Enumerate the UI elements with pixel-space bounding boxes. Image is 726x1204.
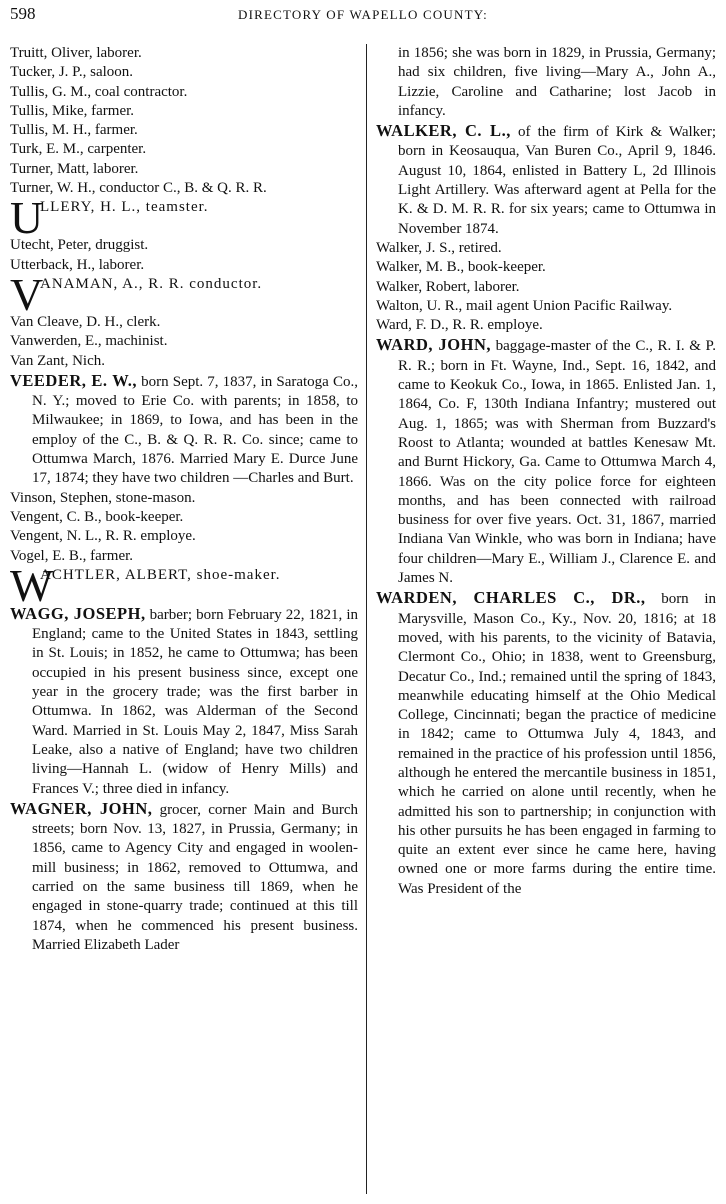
directory-entry: LLERY, H. L., teamster. (40, 199, 209, 216)
directory-entry: Turner, Matt, laborer. (10, 160, 139, 177)
directory-entry: ACHTLER, ALBERT, shoe-maker. (40, 566, 281, 583)
bio-text: baggage-master of the C., R. I. & P. R. R.; born in Ft. Wayne, Ind., Sept. 16, 1842, and came to Keokuk Co., Iowa, in 1865. Enlisted Jan. 1, 1864, Co. F, 130th Indiana Infantry; mustered out Aug. 1, 1865; was with Sherman from Buzzard's Roost to Atlanta; wounded at battles Kenesaw Mt. and Burnt Hickory, Ga. Came to Ottumwa March 4, 1866. Was on the city police force for eighteen months, and has been connected with railroad business for over five years. Oct. 31, 1867, married Indiana Van Winkle, who was born in Indiana; have four children—Mary E., William J., Clarence E. and James N. (398, 338, 716, 587)
right-column (376, 44, 716, 899)
directory-entry: Turner, W. H., conductor C., B. & Q. R. R. (10, 180, 267, 197)
letter-section-v (10, 268, 358, 320)
bio-name: WALKER, C. L., (376, 121, 511, 141)
directory-entry: Walker, Robert, laborer. (376, 278, 520, 295)
biography-walker (376, 121, 716, 239)
biography-warden (376, 588, 716, 899)
directory-entry: Tullis, G. M., coal contractor. (10, 83, 188, 100)
directory-entry: Walker, M. B., book-keeper. (376, 259, 546, 276)
bio-text: born in Marysville, Mason Co., Ky., Nov. 20, 1816; at 18 moved, with his parents, to the vicinity of Batavia, Clermont Co., Ohio; in 1838, went to Greensburg, Decatur Co., Ind.; remained until the spring of 1843, meanwhile educating himself at the Ohio Medical College, Cincinnati; began the practice of medicine in 1842; came to Ottumwa July 4, 1843, and remained in the practice of his profession until 1856, although he entered the mercantile business in 1851, which he carried on alone until recently, when he admitted his son to partnership; in conjunction with his other pursuits he has been engaged in farming to quite an extent ever since he came here, having owned one or more farms during the entire time. Was President of the (398, 591, 716, 897)
biography-wagner (10, 799, 358, 955)
drop-cap-v: V (10, 268, 44, 320)
biography-wagg (10, 604, 358, 799)
directory-entry: Van Zant, Nich. (10, 352, 105, 369)
bio-text: of the firm of Kirk & Walker; born in Keosauqua, Van Buren Co., April 9, 1846. August 10, 1864, enlisted in Battery L, 2d Illinois Light Artillery. Was afterward agent at Pella for the K. & D. M. R. R. for six years; came to Ottumwa in November 1874. (398, 124, 716, 237)
letter-section-u (10, 192, 358, 244)
biography-veeder (10, 371, 358, 489)
page-header (10, 4, 716, 26)
directory-entry: Ward, F. D., R. R. employe. (376, 317, 543, 334)
bio-name: WARD, JOHN, (376, 335, 492, 355)
directory-entry: Tullis, M. H., farmer. (10, 122, 138, 139)
biography-continuation: in 1856; she was born in 1829, in Prussia, Germany; had six children, five living—Mary A., John A., Lizzie, Caroline and Catharine; lost Jacob in infancy. (398, 45, 716, 119)
directory-entry: Vengent, N. L., R. R. employe. (10, 528, 196, 545)
directory-entry: Vogel, E. B., farmer. (10, 547, 134, 564)
page-number: 598 (10, 4, 36, 23)
column-divider (366, 44, 367, 1194)
bio-text: barber; born February 22, 1821, in England; came to the United States in 1843, settling in St. Louis; in 1852, he came to Ottumwa; has been occupied in his present business since, except one year in the grocery trade; was the first barber in Ottumwa. In 1862, was Alderman of the Second Ward. Married in St. Louis May 2, 1847, Miss Sarah Leake, also a native of England; have two children living—Hannah L. (widow of Henry Mills) and Frances V.; three died in infancy. (32, 606, 358, 797)
running-title: DIRECTORY OF WAPELLO COUNTY: (238, 7, 488, 22)
bio-text: born Sept. 7, 1837, in Saratoga Co., N. Y.; moved to Erie Co. with parents; in 1858, to Milwaukee; in 1869, to Iowa, and has been in the employ of the C., B. & Q. R. R. Co. since; came to Ottumwa March, 1876. Married Mary E. Durce June 17, 1874; they have two children —Charles and Burt. (32, 373, 358, 487)
bio-text: grocer, corner Main and Burch streets; born Nov. 13, 1827, in Prussia, Germany; in 1856, came to Agency City and engaged in woolen-mill business; in 1862, removed to Ottumwa, and carried on the same business till 1869, when he engaged in stone-quarry trade; continued at this till 1874, when he commenced his present business. Married Elizabeth Lader (32, 801, 358, 953)
directory-entry: Utecht, Peter, druggist. (10, 237, 149, 254)
drop-cap-w: W (10, 559, 54, 611)
biography-ward (376, 335, 716, 588)
directory-entry: Vanwerden, E., machinist. (10, 333, 168, 350)
drop-cap-u: U (10, 192, 44, 244)
directory-entry: Walton, U. R., mail agent Union Pacific Railway. (376, 297, 673, 314)
left-column (10, 44, 358, 955)
bio-name: WAGG, JOSEPH, (10, 603, 146, 623)
directory-entry: Van Cleave, D. H., clerk. (10, 313, 161, 330)
bio-name: WAGNER, JOHN, (10, 798, 153, 818)
bio-name: WARDEN, CHARLES C., DR., (376, 588, 646, 608)
directory-entry: Truitt, Oliver, laborer. (10, 45, 142, 61)
directory-entry: Utterback, H., laborer. (10, 256, 145, 273)
directory-entry: Vengent, C. B., book-keeper. (10, 508, 184, 525)
bio-name: VEEDER, E. W., (10, 370, 137, 390)
directory-entry: Turk, E. M., carpenter. (10, 141, 147, 158)
directory-entry: Tullis, Mike, farmer. (10, 102, 135, 119)
directory-entry: ANAMAN, A., R. R. conductor. (40, 275, 263, 292)
directory-entry: Vinson, Stephen, stone-mason. (10, 489, 196, 506)
directory-entry: Walker, J. S., retired. (376, 239, 502, 256)
letter-section-w (10, 559, 358, 611)
directory-entry: Tucker, J. P., saloon. (10, 64, 134, 81)
